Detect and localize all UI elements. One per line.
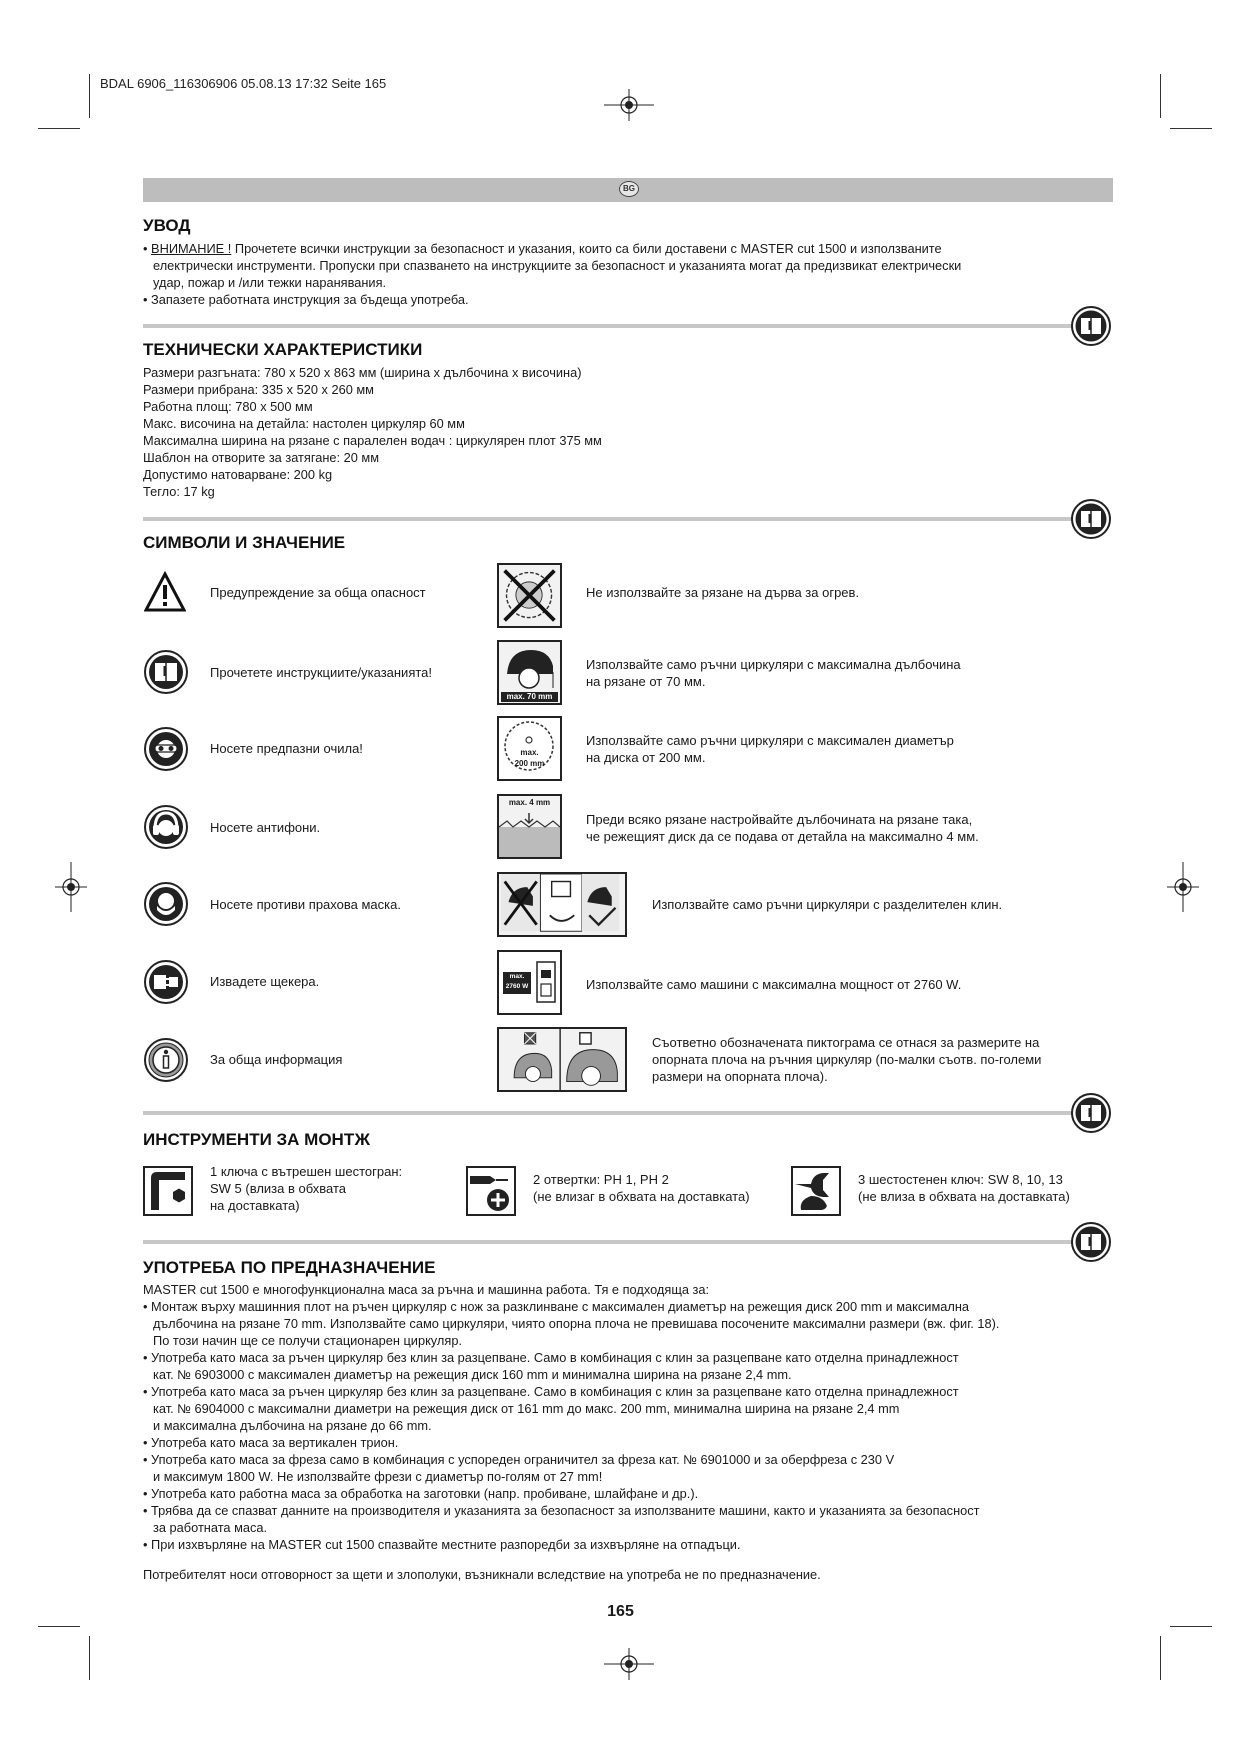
read-manual-icon: [1071, 499, 1111, 539]
usage-line: за работната маса.: [153, 1520, 268, 1535]
usage-line: • Употреба като маса за ръчен циркуляр без клин за разцепване. Само в комбинация с клин за разцепване като отделна принадлежност: [143, 1384, 959, 1399]
crop-mark: [1170, 128, 1212, 129]
specs-title: ТЕХНИЧЕСКИ ХАРАКТЕРИСТИКИ: [143, 340, 423, 359]
symbols-title: СИМВОЛИ И ЗНАЧЕНИЕ: [143, 533, 346, 552]
spec-line: Допустимо натоварване: 200 kg: [143, 467, 333, 482]
tool-description: (не влизаг в обхвата на доставката): [533, 1189, 750, 1204]
info-icon: [144, 1038, 188, 1082]
usage-line: кат. № 6903000 с максимален диаметър на режещия диск 160 mm и минимална ширина на рязане 2,4 mm.: [153, 1367, 792, 1382]
symbol-description: на рязане от 70 мм.: [586, 674, 706, 689]
symbol-description: Използвайте само машини с максимална мощност от 2760 W.: [586, 977, 962, 992]
power-max-label: max.: [509, 973, 525, 980]
tool-description: SW 5 (влиза в обхвата: [210, 1181, 346, 1196]
usage-line: • Монтаж върху машинния плот на ръчен циркуляр с нож за разклинване с максимален диаметър на режещия диск 200 mm и максимална: [143, 1299, 970, 1314]
spec-line: Шаблон на отворите за затягане: 20 мм: [143, 450, 380, 465]
read-manual-icon: [144, 650, 188, 694]
read-manual-icon: [1071, 306, 1111, 346]
projection-label: max. 4 mm: [508, 798, 551, 807]
symbol-label: Носете противи прахова маска.: [210, 897, 401, 912]
specs-list: [143, 364, 1118, 500]
max-power-icon: [497, 950, 562, 1015]
symbol-description: Съответно обозначената пиктограма се отнася за размерите на: [652, 1035, 1040, 1050]
section-divider: [143, 1240, 1073, 1244]
usage-line: дълбочина на рязане 70 mm. Използвайте само циркуляри, чиято опорна плоча не превишава посочените максимални размери (вж. фиг. 18).: [153, 1316, 1000, 1331]
symbol-label: Носете антифони.: [210, 820, 321, 835]
spec-line: Макс. височина на детайла: настолен циркуляр 60 мм: [143, 416, 465, 431]
section-divider: [143, 517, 1073, 521]
registration-mark-icon: [1167, 862, 1199, 912]
warning-label: ВНИМАНИЕ !: [151, 241, 232, 256]
spec-line: Максимална ширина на рязане с паралелен водач : циркулярен плот 375 мм: [143, 433, 602, 448]
crop-mark: [1160, 1636, 1161, 1680]
usage-intro: MASTER cut 1500 е многофункционална маса за ръчна и машинна работа. Тя е подходяща за:: [143, 1282, 710, 1297]
symbol-label: Предупреждение за обща опасност: [210, 585, 426, 600]
unplug-icon: [144, 960, 188, 1004]
dust-mask-icon: [144, 882, 188, 926]
diameter-max-label: max.: [520, 748, 539, 757]
liability-note: Потребителят носи отговорност за щети и злополуки, възникнали вследствие на употреба не по предназначение.: [143, 1567, 821, 1582]
usage-line: • При изхвърляне на MASTER cut 1500 спазвайте местните разпоредби за изхвърляне на отпадъци.: [143, 1537, 741, 1552]
diameter-value-label: 200 mm: [514, 759, 545, 768]
intro-line: • Запазете работната инструкция за бъдеща употреба.: [143, 292, 469, 307]
warning-triangle-icon: [144, 571, 186, 613]
symbol-description: на диска от 200 мм.: [586, 750, 706, 765]
language-badge: BG: [619, 181, 639, 197]
usage-line: • Употреба като маса за ръчен циркуляр без клин за разцепване. Само в комбинация с клин за разцепване като отделна принадлежност: [143, 1350, 959, 1365]
hex-key-icon: [143, 1166, 193, 1216]
base-plate-size-icon: [497, 1027, 627, 1092]
tool-description: на доставката): [210, 1198, 300, 1213]
max-blade-projection-icon: [497, 794, 562, 859]
read-manual-icon: [1071, 1093, 1111, 1133]
crop-mark: [1170, 1626, 1212, 1627]
crop-mark: [1160, 74, 1161, 118]
tool-description: 2 отвертки: PH 1, PH 2: [533, 1172, 669, 1187]
max-cut-depth-icon: [497, 640, 562, 705]
usage-line: и максимум 1800 W. Не използвайте фрези с диаметър по-голям от 27 mm!: [153, 1469, 603, 1484]
intro-line: електрически инструменти. Пропуски при спазването на инструкциите за безопасност и указанията могат да предизвикат електрически: [153, 258, 962, 273]
usage-line: • Употреба като маса за фреза само в комбинация с успореден ограничител за фреза кат. № 6901000 и за оберфреза с 230 V: [143, 1452, 895, 1467]
symbol-description: че режещият диск да се подава от детайла на максимално 4 мм.: [586, 829, 979, 844]
symbol-description: Не използвайте за рязане на дърва за огрев.: [586, 585, 860, 600]
spec-line: Работна площ: 780 x 500 мм: [143, 399, 313, 414]
section-divider: [143, 1111, 1073, 1115]
riving-knife-required-icon: [497, 872, 627, 937]
usage-line: По този начин ще се получи стационарен циркуляр.: [153, 1333, 462, 1348]
wrench-icon: [791, 1166, 841, 1216]
spec-line: Размери разгъната: 780 x 520 x 863 мм (ширина x дълбочина x височина): [143, 365, 582, 380]
print-header: BDAL 6906_116306906 05.08.13 17:32 Seite 165: [100, 76, 387, 91]
crop-mark: [38, 128, 80, 129]
symbol-description: размери на опорната плоча).: [652, 1069, 828, 1084]
crop-mark: [89, 1636, 90, 1680]
registration-mark-icon: [55, 862, 87, 912]
ear-protection-icon: [144, 805, 188, 849]
tool-description: 1 ключа с вътрешен шестогран:: [210, 1164, 403, 1179]
symbol-label: За обща информация: [210, 1052, 343, 1067]
language-band: [143, 178, 1113, 202]
spec-line: Тегло: 17 kg: [143, 484, 215, 499]
symbol-label: Прочетете инструкциите/указанията!: [210, 665, 433, 680]
symbol-description: опорната плоча на ръчния циркуляр (по-малки съотв. по-големи: [652, 1052, 1042, 1067]
usage-line: • Трябва да се спазват данните на производителя и указанията за безопасност за използваните машини, както и указанията за безопасност: [143, 1503, 980, 1518]
power-value-label: 2760 W: [505, 983, 529, 990]
safety-goggles-icon: [144, 727, 188, 771]
depth-label: max. 70 mm: [501, 692, 558, 702]
symbol-label: Носете предпазни очила!: [210, 741, 363, 756]
registration-mark-icon: [604, 89, 654, 121]
tool-description: 3 шестостенен ключ: SW 8, 10, 13: [858, 1172, 1063, 1187]
intro-line: удар, пожар и /или тежки наранявания.: [153, 275, 387, 290]
spec-line: Размери прибрана: 335 x 520 x 260 мм: [143, 382, 374, 397]
section-divider: [143, 324, 1073, 328]
symbol-description: Използвайте само ръчни циркуляри с максимален диаметър: [586, 733, 954, 748]
tool-description: (не влиза в обхвата на доставката): [858, 1189, 1070, 1204]
max-blade-diameter-icon: [497, 716, 562, 781]
crop-mark: [38, 1626, 80, 1627]
intro-body: • ВНИМАНИЕ ! Прочетете всички инструкции за безопасност и указания, които са били доставени с MASTER cut 1500 и използваните електрически инструменти. Пропуски при спазването на инструкциите за безопасност и указанията могат да предизвикат електрически удар, пожар и /или тежки наранявания. • Запазете работната инструкция за бъдеща употреба.: [143, 240, 1118, 308]
no-firewood-icon: [497, 563, 562, 628]
crop-mark: [89, 74, 90, 118]
usage-line: и максимална дълбочина на рязане до 66 mm.: [153, 1418, 432, 1433]
usage-body: [143, 1281, 1118, 1553]
registration-mark-icon: [604, 1648, 654, 1680]
symbol-description: Използвайте само ръчни циркуляри с разделителен клин.: [652, 897, 1003, 912]
usage-line: кат. № 6904000 с максимални диаметри на режещия диск от 161 mm до макс. 200 mm, минимална ширина на рязане 2,4 mm: [153, 1401, 900, 1416]
symbol-description: Използвайте само ръчни циркуляри с максимална дълбочина: [586, 657, 961, 672]
intro-title: УВОД: [143, 216, 191, 235]
page-number: 165: [607, 1603, 634, 1620]
usage-line: • Употреба като работна маса за обработка на заготовки (напр. пробиване, шлайфане и др.).: [143, 1486, 699, 1501]
tools-title: ИНСТРУМЕНТИ ЗА МОНТЖ: [143, 1130, 371, 1149]
read-manual-icon: [1071, 1222, 1111, 1262]
usage-title: УПОТРЕБА ПО ПРЕДНАЗНАЧЕНИЕ: [143, 1258, 436, 1277]
symbol-label: Извадете щекера.: [210, 974, 320, 989]
screwdriver-icon: [466, 1166, 516, 1216]
intro-line: Прочетете всички инструкции за безопасност и указания, които са били доставени с MASTER cut 1500 и използваните: [231, 241, 942, 256]
symbol-description: Преди всяко рязане настройвайте дълбочината на рязане така,: [586, 812, 973, 827]
usage-line: • Употреба като маса за вертикален трион.: [143, 1435, 399, 1450]
